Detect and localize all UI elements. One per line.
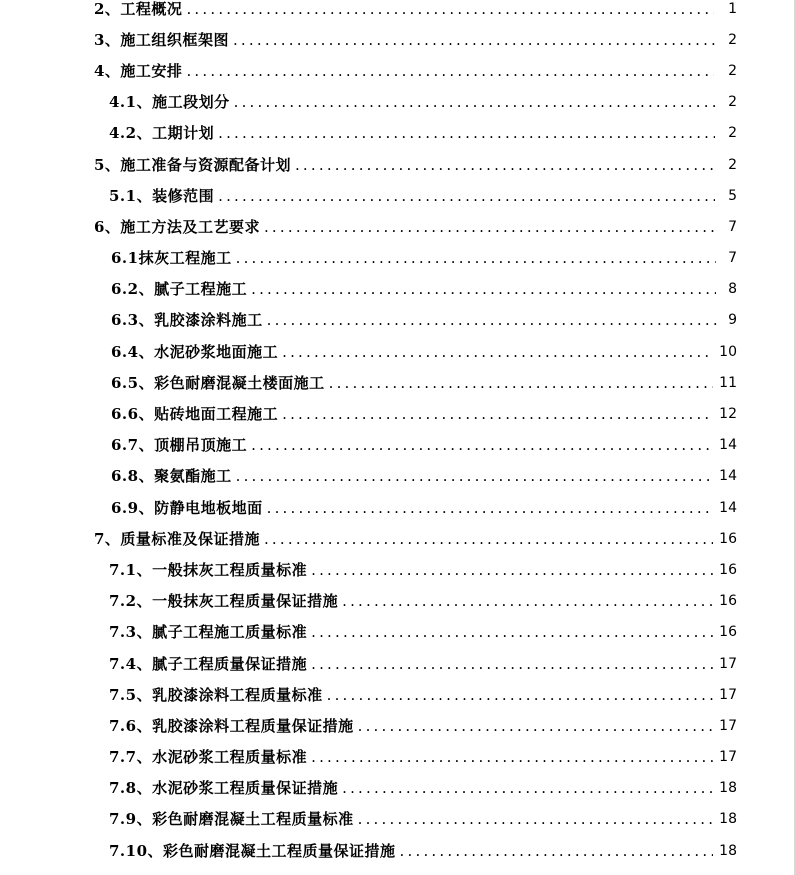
toc-dot-leader <box>295 156 718 174</box>
toc-entry-title: 4、施工安排 <box>94 61 183 80</box>
toc-entry[interactable] <box>0 742 796 773</box>
toc-entry-title: 7.1、一般抹灰工程质量标准 <box>109 560 308 579</box>
toc-dot-leader <box>311 561 713 579</box>
toc-entry-page: 14 <box>719 499 737 516</box>
toc-dot-leader <box>251 280 716 298</box>
toc-entry-title: 7、质量标准及保证措施 <box>94 529 260 548</box>
toc-dot-leader <box>400 842 714 860</box>
toc-dot-leader <box>311 748 713 766</box>
toc-entry-page: 11 <box>719 374 737 391</box>
toc-entry-page: 16 <box>719 624 737 641</box>
toc-entry-title: 2、工程概况 <box>94 0 183 18</box>
toc-entry[interactable] <box>0 648 796 679</box>
toc-entry[interactable] <box>0 773 796 804</box>
toc-entry-title: 6.8、聚氨酯施工 <box>111 467 232 486</box>
toc-entry-page: 16 <box>719 593 737 610</box>
toc-entry-page: 17 <box>719 749 737 766</box>
toc-entry-page: 2 <box>728 62 737 79</box>
toc-entry-title: 6.7、顶棚吊顶施工 <box>111 436 248 455</box>
toc-dot-leader <box>282 343 713 361</box>
toc-entry[interactable] <box>0 523 796 554</box>
toc-entry-title: 7.5、乳胶漆涂料工程质量标准 <box>109 685 323 704</box>
toc-entry[interactable] <box>0 243 796 274</box>
toc-entry-page: 7 <box>728 218 737 235</box>
toc-dot-leader <box>186 0 714 18</box>
toc-entry-title: 7.6、乳胶漆涂料工程质量保证措施 <box>109 716 354 735</box>
toc-entry[interactable] <box>0 461 796 492</box>
toc-dot-leader <box>234 93 716 111</box>
toc-dot-leader <box>218 124 715 142</box>
toc-dot-leader <box>358 717 714 735</box>
toc-entry-title: 7.9、彩色耐磨混凝土工程质量标准 <box>109 810 354 829</box>
toc-dot-leader <box>327 686 714 704</box>
toc-dot-leader <box>218 187 715 205</box>
toc-entry[interactable] <box>0 274 796 305</box>
toc-entry-page: 17 <box>719 655 737 672</box>
toc-entry-title: 6、施工方法及工艺要求 <box>94 217 260 236</box>
toc-entry[interactable] <box>0 0 796 24</box>
toc-entry-page: 7 <box>728 250 737 267</box>
toc-entry-title: 6.1抹灰工程施工 <box>111 249 232 268</box>
toc-entry-title: 4.2、工期计划 <box>109 124 215 143</box>
toc-dot-leader <box>264 218 717 236</box>
toc-entry-title: 6.2、腻子工程施工 <box>111 280 248 299</box>
toc-entry[interactable] <box>0 305 796 336</box>
toc-entry-title: 6.6、贴砖地面工程施工 <box>111 405 279 424</box>
toc-dot-leader <box>311 623 713 641</box>
toc-entry-title: 7.8、水泥砂浆工程质量保证措施 <box>109 779 339 798</box>
toc-entry-page: 18 <box>719 811 737 828</box>
toc-entry[interactable] <box>0 211 796 242</box>
toc-entry[interactable] <box>0 336 796 367</box>
toc-entry-page: 8 <box>728 281 737 298</box>
toc-entry[interactable] <box>0 804 796 835</box>
toc-entry-title: 7.10、彩色耐磨混凝土工程质量保证措施 <box>109 841 396 860</box>
toc-entry[interactable] <box>0 617 796 648</box>
toc-dot-leader <box>329 374 714 392</box>
toc-entry-title: 6.3、乳胶漆涂料施工 <box>111 311 263 330</box>
toc-entry-page: 18 <box>719 780 737 797</box>
toc-entry-page: 14 <box>719 437 737 454</box>
toc-entry[interactable] <box>0 118 796 149</box>
toc-entry-title: 6.5、彩色耐磨混凝土楼面施工 <box>111 373 325 392</box>
toc-entry[interactable] <box>0 55 796 86</box>
toc-entry-page: 2 <box>728 94 737 111</box>
toc-dot-leader <box>311 655 713 673</box>
toc-entry-title: 7.3、腻子工程施工质量标准 <box>109 623 308 642</box>
toc-dot-leader <box>267 499 714 517</box>
toc-dot-leader <box>233 31 716 49</box>
toc-entry-page: 17 <box>719 686 737 703</box>
toc-entry[interactable] <box>0 710 796 741</box>
toc-entry-page: 2 <box>728 31 737 48</box>
toc-entry-page: 17 <box>719 717 737 734</box>
toc-entry[interactable] <box>0 430 796 461</box>
toc-entry[interactable] <box>0 492 796 523</box>
toc-dot-leader <box>236 249 716 267</box>
toc-entry-page: 14 <box>719 468 737 485</box>
toc-entry-title: 5、施工准备与资源配备计划 <box>94 155 291 174</box>
toc-dot-leader <box>282 405 713 423</box>
toc-entry-page: 16 <box>719 530 737 547</box>
toc-entry-title: 7.2、一般抹灰工程质量保证措施 <box>109 592 339 611</box>
toc-entry[interactable] <box>0 149 796 180</box>
toc-entry[interactable] <box>0 398 796 429</box>
toc-dot-leader <box>186 62 714 80</box>
toc-dot-leader <box>267 311 717 329</box>
toc-dot-leader <box>264 530 713 548</box>
toc-entry[interactable] <box>0 24 796 55</box>
toc-entry-page: 2 <box>728 125 737 142</box>
toc-entry-title: 4.1、施工段划分 <box>109 93 230 112</box>
toc-entry[interactable] <box>0 586 796 617</box>
toc-dot-leader <box>342 592 713 610</box>
toc-entry-page: 2 <box>728 156 737 173</box>
toc-dot-leader <box>236 467 714 485</box>
toc-entry-title: 7.4、腻子工程质量保证措施 <box>109 654 308 673</box>
toc-entry[interactable] <box>0 679 796 710</box>
toc-entry-page: 18 <box>719 842 737 859</box>
toc-entry-page: 12 <box>719 406 737 423</box>
toc-dot-leader <box>251 436 713 454</box>
toc-entry-title: 5.1、装修范围 <box>109 186 215 205</box>
toc-entry-title: 6.9、防静电地板地面 <box>111 498 263 517</box>
toc-entry[interactable] <box>0 87 796 118</box>
toc-entry-title: 3、施工组织框架图 <box>94 30 229 49</box>
toc-entry[interactable] <box>0 554 796 585</box>
toc-entry-page: 1 <box>728 0 737 17</box>
toc-entry-title: 6.4、水泥砂浆地面施工 <box>111 342 279 361</box>
toc-entry-page: 10 <box>719 343 737 360</box>
toc-entry-page: 5 <box>728 187 737 204</box>
toc-entry-title: 7.7、水泥砂浆工程质量标准 <box>109 748 308 767</box>
toc-entry-page: 16 <box>719 561 737 578</box>
toc-dot-leader <box>342 779 713 797</box>
toc-entry-page: 9 <box>728 312 737 329</box>
toc-dot-leader <box>358 810 714 828</box>
toc-entry[interactable] <box>0 367 796 398</box>
toc-entry[interactable] <box>0 835 796 866</box>
toc-entry[interactable] <box>0 180 796 211</box>
